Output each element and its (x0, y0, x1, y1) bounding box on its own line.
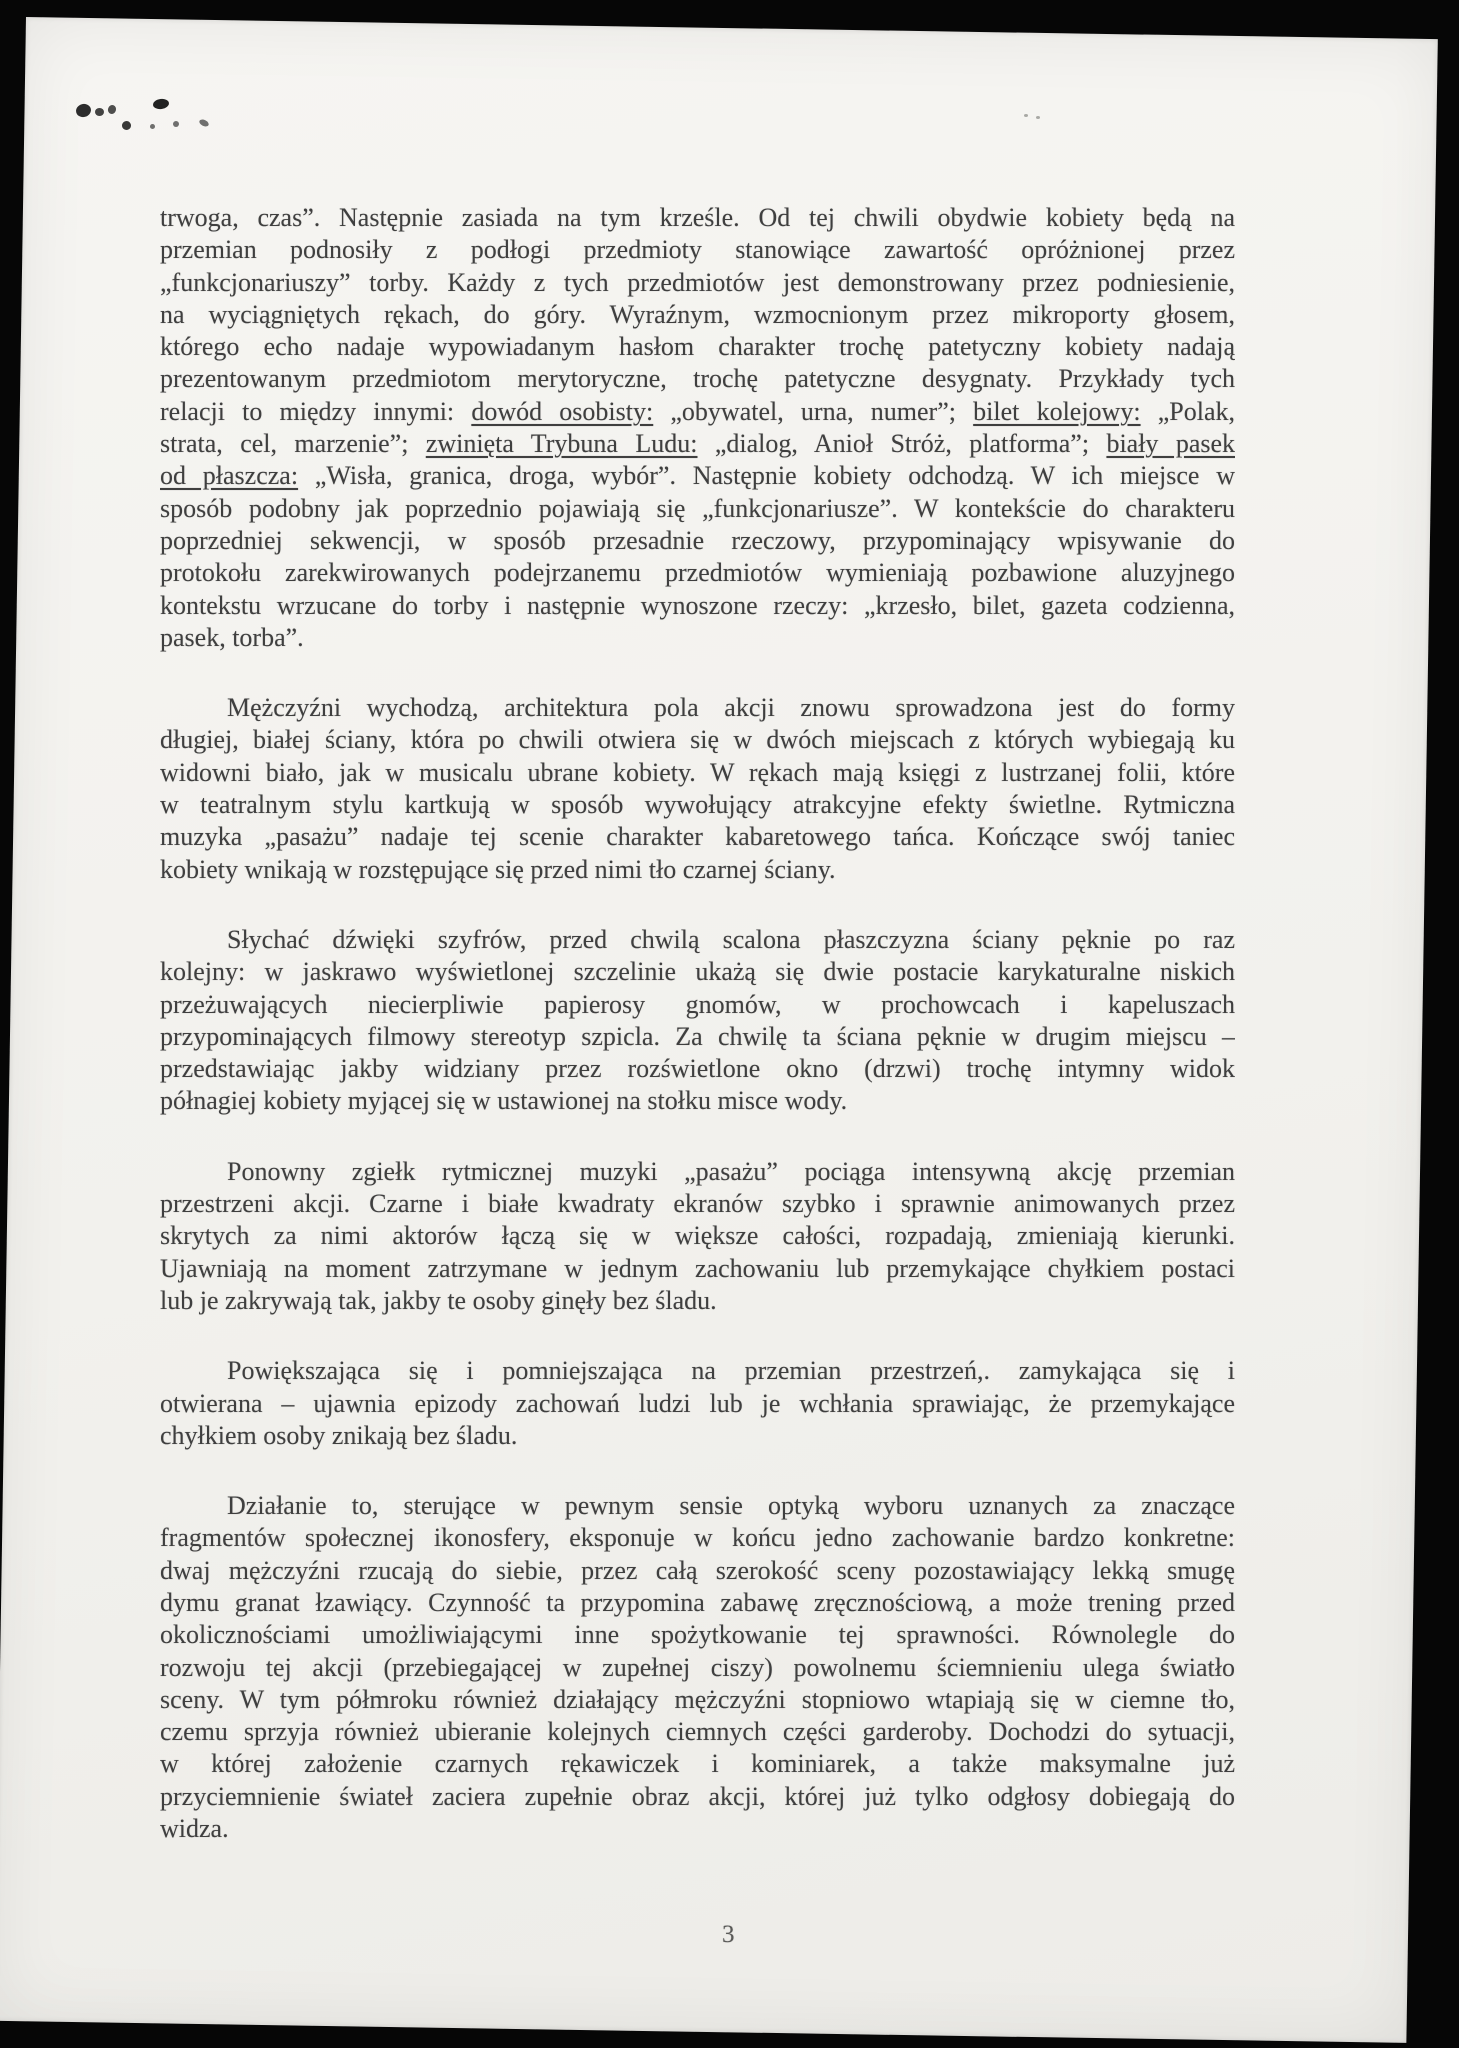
text-line: dwaj mężczyźni rzucają do siebie, przez całą szerokość sceny pozostawiający lekką smugę (160, 1555, 1235, 1585)
text-line: kobiety wnikają w rozstępujące się przed nimi tło czarnej ściany. (160, 854, 836, 884)
underlined-term: biały pasek (1106, 429, 1235, 459)
text-line: prezentowanym przedmiotom merytoryczne, trochę patetyczne desygnaty. Przykłady tych (160, 364, 1235, 394)
text-line: przestrzeni akcji. Czarne i białe kwadraty ekranów szybko i sprawnie animowanych przez (160, 1189, 1235, 1219)
text-line: sceny. W tym półmroku również działający mężczyźni stopniowo wtapiają się w ciemne tło, (160, 1684, 1235, 1714)
text-line: Słychać dźwięki szyfrów, przed chwilą scalona płaszczyzna ściany pęknie po raz (227, 924, 1235, 954)
text-line: Mężczyźni wychodzą, architektura pola akcji znowu sprowadzona jest do formy (227, 693, 1235, 723)
text-line: widza. (160, 1814, 229, 1844)
text-line: strata, cel, marzenie”; zwinięta Trybuna Ludu: „dialog, Anioł Stróż, platforma”; biały pasek (160, 429, 1235, 459)
ink-mark (173, 121, 179, 127)
text-line: sposób podobny jak poprzednio pojawiają się „funkcjonariusze”. W kontekście do charakteru (160, 493, 1235, 523)
ink-mark (95, 108, 104, 116)
paragraph (160, 692, 1235, 886)
text-line: chyłkiem osoby znikają bez śladu. (160, 1420, 518, 1450)
text-line: lub je zakrywają tak, jakby te osoby ginęły bez śladu. (160, 1285, 717, 1315)
scan-speck (1024, 114, 1028, 117)
ink-mark (122, 121, 131, 130)
text-line: półnagiej kobiety myjącej się w ustawionej na stołku misce wody. (160, 1086, 848, 1116)
text-line: Ujawniają na moment zatrzymane w jednym zachowaniu lub przemykające chyłkiem postaci (160, 1253, 1235, 1283)
underlined-term: zwinięta Trybuna Ludu: (425, 429, 698, 459)
underlined-term: bilet kolejowy: (973, 396, 1141, 426)
paragraph (160, 1156, 1235, 1317)
text-line: protokołu zarekwirowanych podejrzanemu przedmiotów wymieniają pozbawione aluzyjnego (160, 558, 1235, 588)
text-line: Ponowny zgiełk rytmicznej muzyki „pasażu” pociąga intensywną akcję przemian (227, 1156, 1235, 1186)
text-line: od płaszcza: „Wisła, granica, droga, wybór”. Następnie kobiety odchodzą. W ich miejsce w (160, 461, 1235, 491)
text-line: Działanie to, sterujące w pewnym sensie optyką wyboru uznanych za znaczące (227, 1491, 1235, 1521)
text-line: otwierana – ujawnia epizody zachowań ludzi lub je wchłania sprawiając, że przemykające (160, 1388, 1235, 1418)
text-line: pasek, torba”. (160, 622, 304, 652)
paragraph (160, 924, 1235, 1118)
text-line: przypominających filmowy stereotyp szpicla. Za chwilę ta ściana pęknie w drugim miejscu – (160, 1021, 1235, 1051)
text-line: fragmentów społecznej ikonosfery, eksponuje w końcu jedno zachowanie bardzo konkretne: (160, 1523, 1235, 1553)
underlined-term: od płaszcza: (160, 461, 299, 491)
text-line: czemu sprzyja również ubieranie kolejnych ciemnych części garderoby. Dochodzi do sytuacji, (160, 1717, 1235, 1747)
text-line: poprzedniej sekwencji, w sposób przesadnie rzeczowy, przypominający wpisywanie do (160, 525, 1235, 555)
text-line: widowni biało, jak w musicalu ubrane kobiety. W rękach mają księgi z lustrzanej folii, które (160, 757, 1235, 787)
scan-speck (1036, 116, 1040, 119)
page-number: 3 (722, 1921, 735, 1948)
text-line: kontekstu wrzucane do torby i następnie wynoszone rzeczy: „krzesło, bilet, gazeta codzienna, (160, 590, 1235, 620)
ink-mark (150, 124, 155, 129)
text-line: przedstawiając jakby widziany przez rozświetlone okno (drzwi) trochę intymny widok (160, 1054, 1235, 1084)
text-line: okolicznościami umożliwiającymi inne spożytkowanie tej sprawności. Równolegle do (160, 1620, 1235, 1650)
text-line: którego echo nadaje wypowiadanym hasłom charakter trochę patetyczny kobiety nadają (160, 332, 1235, 362)
text-line: „funkcjonariuszy” torby. Każdy z tych przedmiotów jest demonstrowany przez podniesienie, (160, 267, 1235, 297)
document-text (160, 202, 1235, 1845)
paragraph (160, 1490, 1235, 1845)
paragraph (160, 1355, 1235, 1452)
text-line: na wyciągniętych rękach, do góry. Wyraźnym, wzmocnionym przez mikroporty głosem, (160, 299, 1235, 329)
text-line: przeżuwających niecierpliwie papierosy gnomów, w prochowcach i kapeluszach (160, 989, 1235, 1019)
paragraph (160, 202, 1235, 654)
text-line: dymu granat łzawiący. Czynność ta przypomina zabawę zręcznościową, a może trening przed (160, 1587, 1235, 1617)
text-line: muzyka „pasażu” nadaje tej scenie charakter kabaretowego tańca. Kończące swój taniec (160, 822, 1235, 852)
text-line: rozwoju tej akcji (przebiegającej w zupełnej ciszy) powolnemu ściemnieniu ulega światło (160, 1652, 1235, 1682)
text-line: Powiększająca się i pomniejszająca na przemian przestrzeń,. zamykająca się i (227, 1356, 1235, 1386)
text-line: długiej, białej ściany, która po chwili otwiera się w dwóch miejscach z których wybiegają ku (160, 725, 1235, 755)
underlined-term: dowód osobisty: (471, 396, 654, 426)
text-line: relacji to między innymi: dowód osobisty: „obywatel, urna, numer”; bilet kolejowy: „Polak, (160, 396, 1235, 426)
text-line: trwoga, czas”. Następnie zasiada na tym krześle. Od tej chwili obydwie kobiety będą na (160, 203, 1235, 232)
text-line: w której założenie czarnych rękawiczek i kominiarek, a także maksymalne już (160, 1749, 1235, 1779)
text-line: kolejny: w jaskrawo wyświetlonej szczelinie ukażą się dwie postacie karykaturalne niskich (160, 957, 1235, 987)
text-line: skrytych za nimi aktorów łączą się w większe całości, rozpadają, zmieniają kierunki. (160, 1221, 1235, 1251)
text-line: w teatralnym stylu kartkują w sposób wywołujący atrakcyjne efekty świetlne. Rytmiczna (160, 790, 1235, 820)
text-line: przyciemnienie świateł zaciera zupełnie obraz akcji, której już tylko odgłosy dobiegają do (160, 1781, 1235, 1811)
text-line: przemian podnosiły z podłogi przedmioty stanowiące zawartość opróżnionej przez (160, 235, 1235, 265)
